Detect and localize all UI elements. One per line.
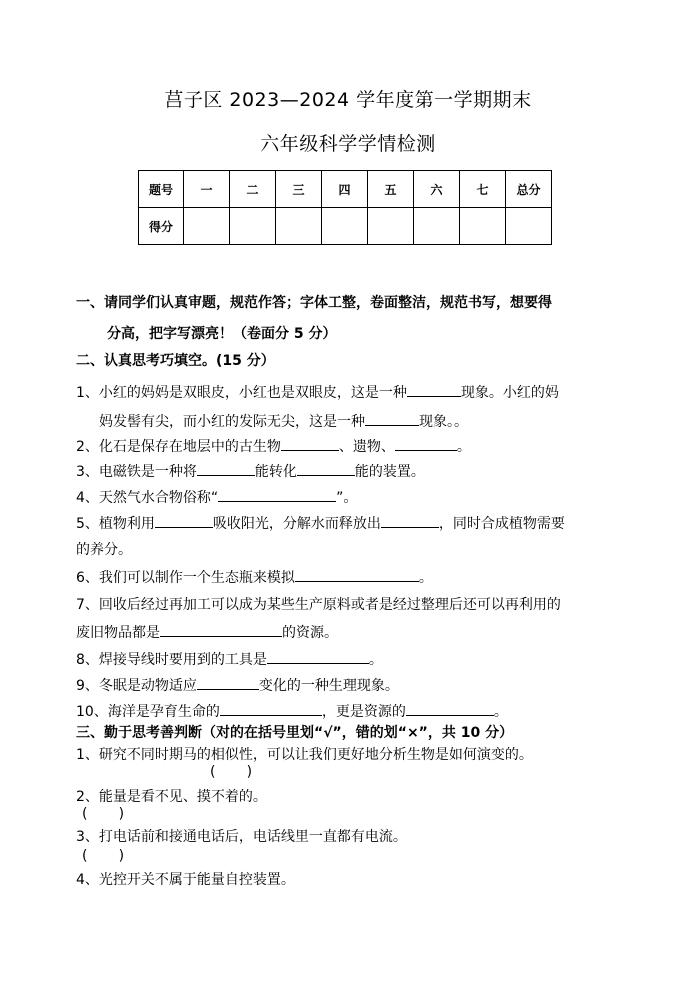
- question-3-3: 3、打电话前和接通电话后，电话线里一直都有电流。: [76, 829, 407, 845]
- answer-blank[interactable]: [220, 701, 322, 716]
- score-header-cell: 七: [460, 171, 506, 208]
- score-header-cell: 三: [276, 171, 322, 208]
- exam-title: 莒子区 2023—2024 学年度第一学期期末: [164, 89, 532, 111]
- answer-parentheses[interactable]: ( ): [210, 764, 253, 780]
- answer-blank[interactable]: [365, 411, 419, 426]
- answer-blank[interactable]: [407, 382, 461, 397]
- question-text: 。: [418, 570, 433, 586]
- score-cell[interactable]: [184, 208, 230, 245]
- answer-blank[interactable]: [381, 513, 439, 528]
- question-text: 。: [368, 652, 383, 668]
- question-text: 4、天然气水合物俗称“: [76, 490, 219, 506]
- question-text: ，更是资源的: [321, 704, 406, 720]
- question-text: 废旧物品都是: [76, 625, 160, 641]
- question-3-1: 1、研究不同时期马的相似性，可以让我们更好地分析生物是如何演变的。: [76, 747, 533, 763]
- question-2-3: [76, 461, 425, 482]
- question-3-2: 2、能量是看不见、摸不着的。: [76, 789, 267, 805]
- answer-blank[interactable]: [160, 622, 282, 637]
- answer-parentheses[interactable]: ( ): [82, 848, 125, 864]
- score-cell[interactable]: [230, 208, 276, 245]
- section2-heading: 二、认真思考巧填空。(15 分）: [76, 353, 275, 369]
- question-text: 。: [493, 704, 508, 720]
- answer-blank[interactable]: [197, 675, 259, 690]
- score-header-cell: 六: [414, 171, 460, 208]
- answer-blank[interactable]: [218, 487, 336, 502]
- question-text: ”。: [336, 490, 358, 506]
- score-cell[interactable]: [460, 208, 506, 245]
- question-text: 1、小红的妈妈是双眼皮，小红也是双眼皮，这是一种: [76, 385, 407, 401]
- score-header-cell: 四: [322, 171, 368, 208]
- question-text: 6、我们可以制作一个生态瓶来模拟: [76, 570, 295, 586]
- question-text: 3、电磁铁是一种将: [76, 464, 197, 480]
- score-cell[interactable]: [276, 208, 322, 245]
- answer-blank[interactable]: [281, 436, 339, 451]
- question-2-5-line1: [76, 513, 565, 534]
- question-text: 、遗物、: [338, 439, 395, 455]
- score-table: [138, 170, 552, 245]
- answer-blank[interactable]: [406, 701, 494, 716]
- question-2-7-line2: [76, 622, 338, 643]
- question-2-4: [76, 487, 357, 508]
- answer-parentheses[interactable]: ( ): [82, 806, 125, 822]
- answer-blank[interactable]: [295, 567, 419, 582]
- score-cell[interactable]: [414, 208, 460, 245]
- question-text: 能的装置。: [354, 464, 425, 480]
- score-table-header-row: [139, 171, 552, 208]
- section1-line2: 分高，把字写漂亮！（卷面分 5 分）: [107, 326, 337, 342]
- question-text: ，同时合成植物需要: [438, 516, 565, 532]
- question-text: 能转化: [254, 464, 297, 480]
- question-text: 8、焊接导线时要用到的工具是: [76, 652, 267, 668]
- question-2-1-line2: [99, 411, 468, 432]
- question-text: 2、化石是保存在地层中的古生物: [76, 439, 281, 455]
- question-2-7-line1: 7、回收后经过再加工可以成为某些生产原料或者是经过整理后还可以再利用的: [76, 597, 561, 613]
- score-header-cell: 题号: [139, 171, 184, 208]
- section1-line1: 一、请同学们认真审题，规范作答；字体工整，卷面整洁，规范书写，想要得: [76, 295, 552, 311]
- score-header-cell: 五: [368, 171, 414, 208]
- question-text: 的资源。: [282, 625, 338, 641]
- question-2-6: [76, 567, 433, 588]
- question-text: 妈发髻有尖，而小红的发际无尖，这是一种: [99, 414, 365, 430]
- score-header-cell: 一: [184, 171, 230, 208]
- question-2-10: [76, 701, 508, 722]
- exam-subtitle: 六年级科学学情检测: [260, 133, 436, 155]
- answer-blank[interactable]: [297, 461, 355, 476]
- question-2-1-line1: [76, 382, 559, 403]
- question-3-4: 4、光控开关不属于能量自控装置。: [76, 872, 295, 888]
- answer-blank[interactable]: [395, 436, 457, 451]
- question-text: 吸收阳光，分解水而释放出: [212, 516, 381, 532]
- score-cell[interactable]: [506, 208, 552, 245]
- question-text: 现象。。: [419, 414, 468, 430]
- question-2-2: [76, 436, 471, 457]
- score-header-cell: 二: [230, 171, 276, 208]
- score-cell[interactable]: [322, 208, 368, 245]
- question-2-5-line2: 的养分。: [76, 542, 132, 558]
- answer-blank[interactable]: [267, 649, 369, 664]
- question-2-9: [76, 675, 399, 696]
- score-table-score-row: [139, 208, 552, 245]
- section3-heading: 三、勤于思考善判断（对的在括号里划“√”，错的划“×”，共 10 分）: [76, 725, 514, 741]
- score-cell[interactable]: [368, 208, 414, 245]
- question-text: 。: [456, 439, 471, 455]
- answer-blank[interactable]: [155, 513, 213, 528]
- question-2-8: [76, 649, 383, 670]
- question-text: 9、冬眠是动物适应: [76, 678, 197, 694]
- answer-blank[interactable]: [197, 461, 255, 476]
- question-text: 变化的一种生理现象。: [258, 678, 399, 694]
- score-row-label: 得分: [139, 208, 184, 245]
- score-header-cell: 总分: [506, 171, 552, 208]
- question-text: 10、海洋是孕育生命的: [76, 704, 220, 720]
- question-text: 现象。小红的妈: [460, 385, 559, 401]
- question-text: 5、植物利用: [76, 516, 155, 532]
